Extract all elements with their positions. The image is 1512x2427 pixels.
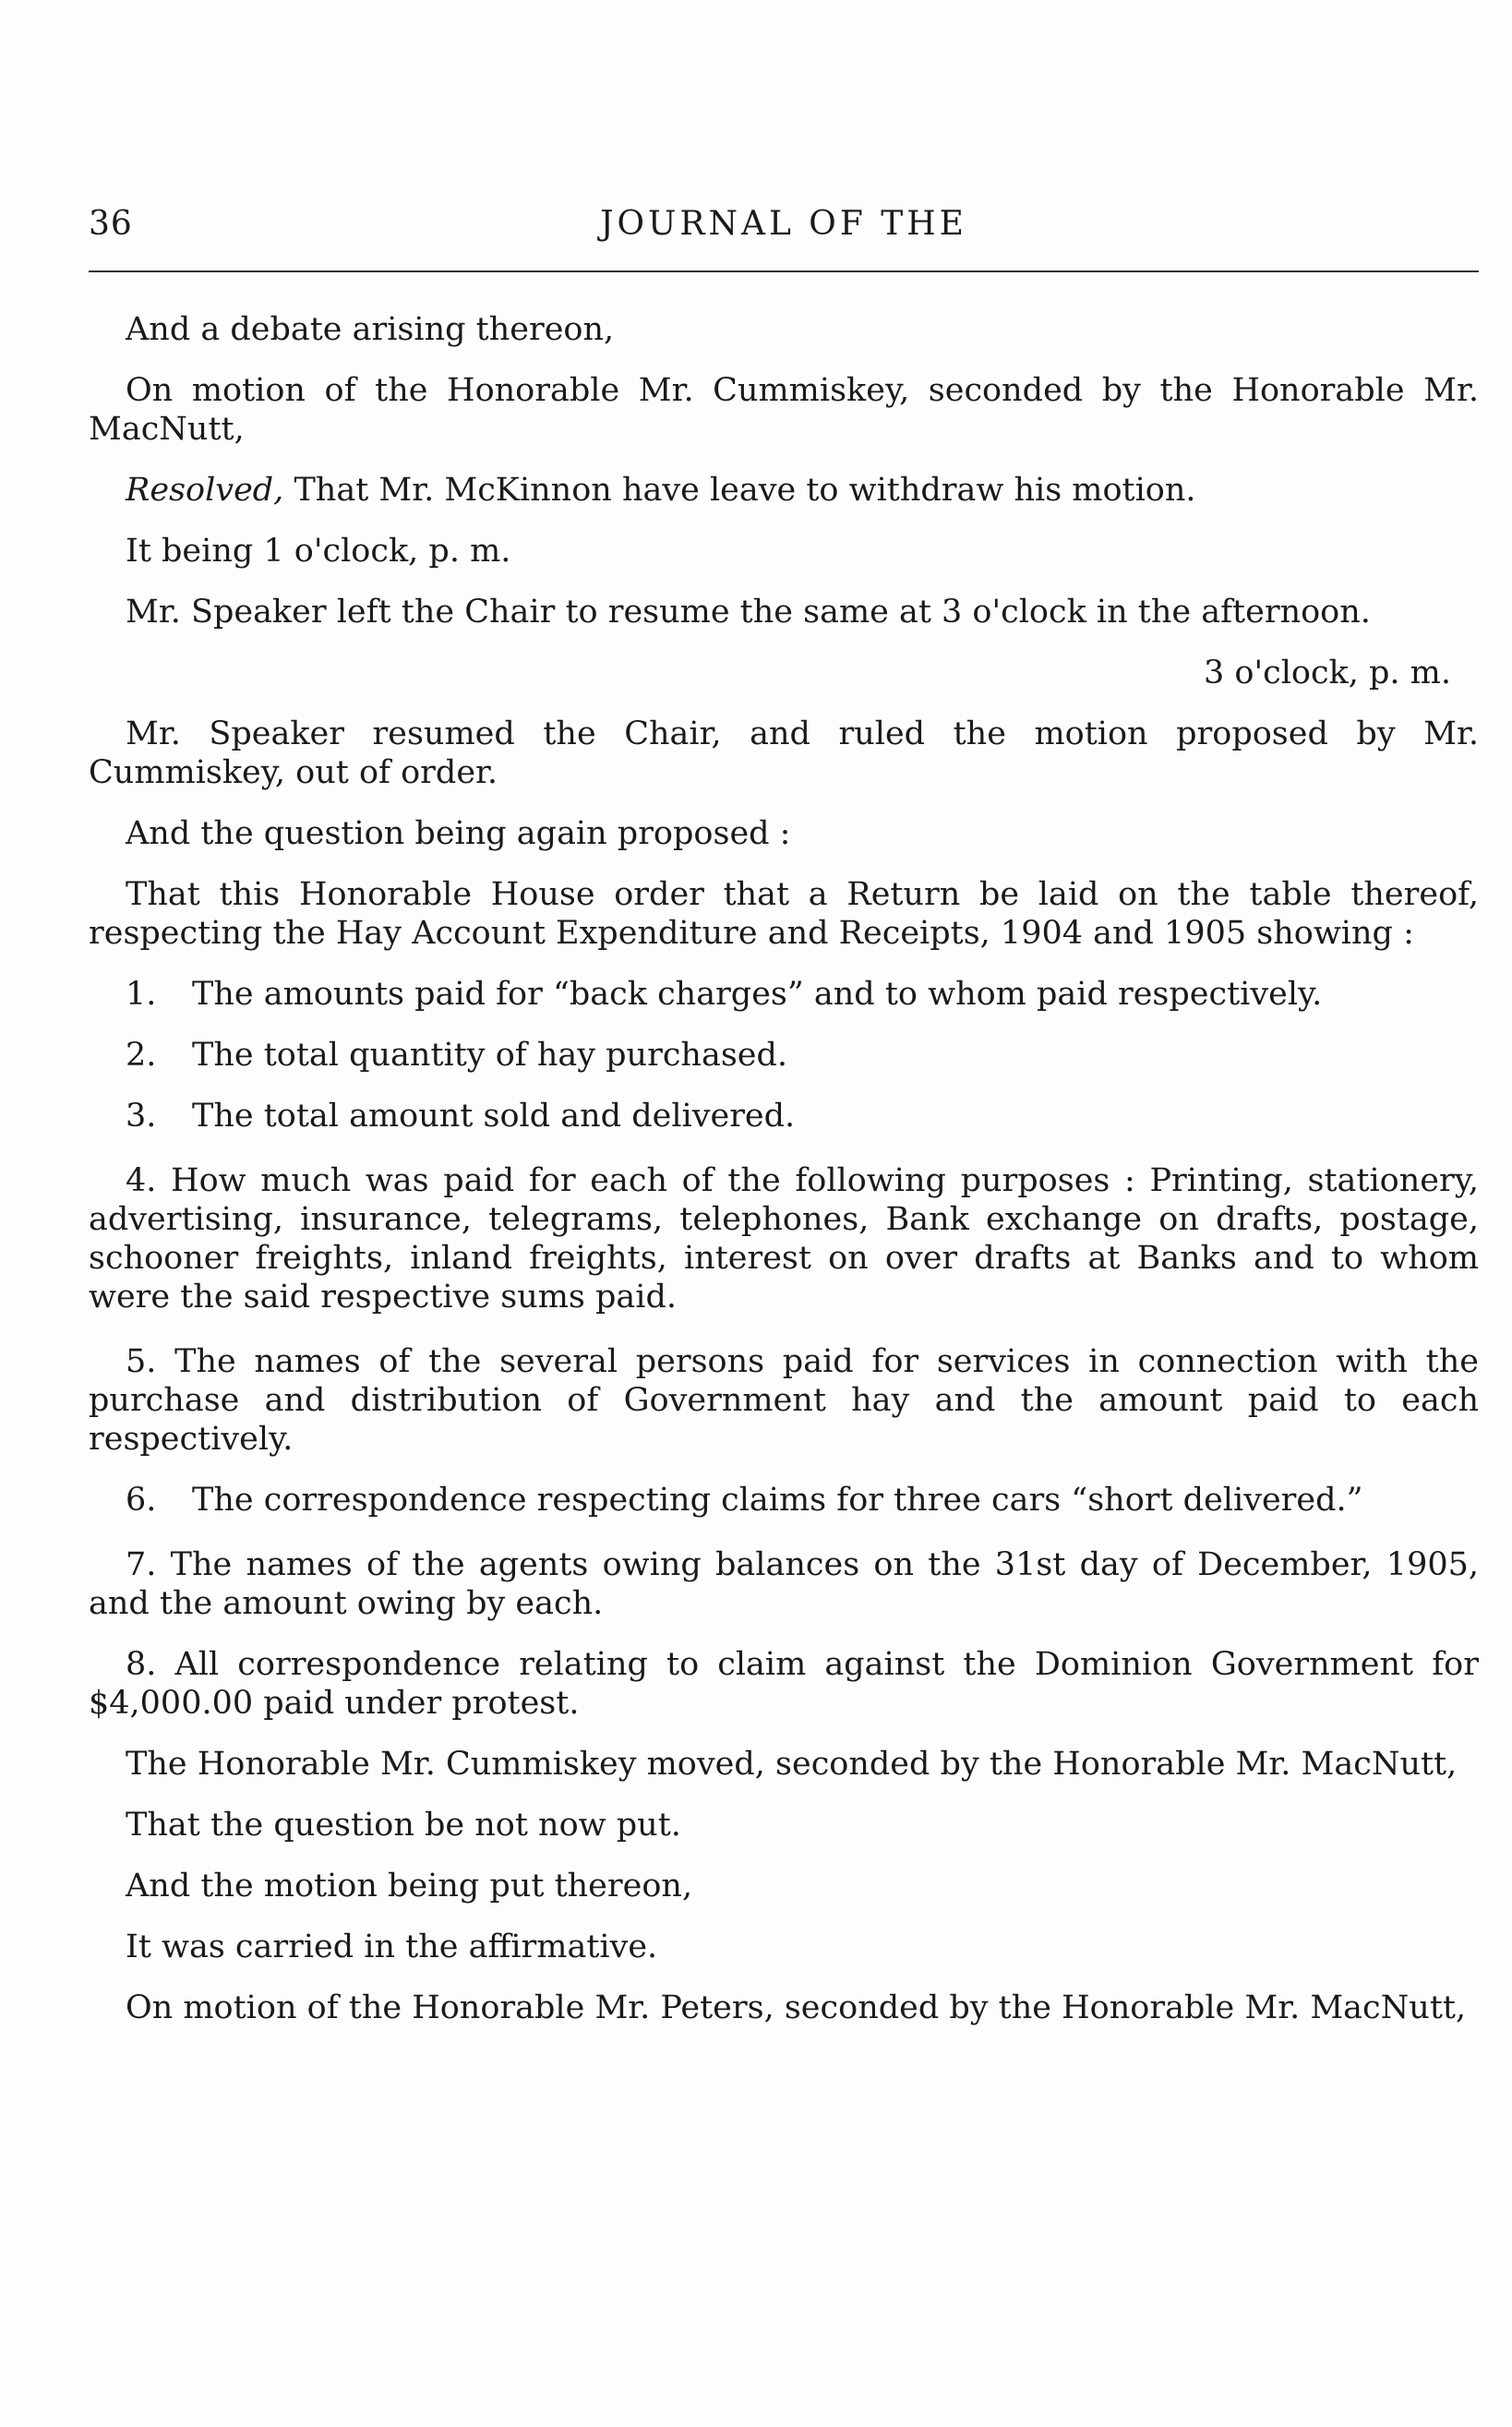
paragraph-motion-cummiskey: On motion of the Honorable Mr. Cummiskey, seconded by the Honorable Mr. MacNutt, [89,372,1479,448]
list-item: 5. The names of the several persons paid for services in connection with the purchase and distribution of Government hay and the amount paid to each respectively. [89,1343,1479,1458]
paragraph-speaker-left: Mr. Speaker left the Chair to resume the same at 3 o'clock in the afternoon. [126,594,1371,631]
list-item: 1. The amounts paid for “back charges” and to whom paid respectively. [126,976,1323,1013]
paragraph-speaker-resumed: Mr. Speaker resumed the Chair, and ruled the motion proposed by Mr. Cummiskey, out of order. [89,715,1479,791]
list-item: 6. The correspondence respecting claims for three cars “short delivered.” [126,1482,1363,1519]
resolved-label: Resolved, [126,472,284,509]
list-item: 2. The total quantity of hay purchased. [126,1037,788,1074]
paragraph-question-not-put: That the question be not now put. [126,1807,681,1844]
paragraph-question-proposed: And the question being again proposed : [126,815,791,852]
list-item: 3. The total amount sold and delivered. [126,1098,796,1135]
page-header [89,196,1479,251]
paragraph-motion-put: And the motion being put thereon, [126,1868,693,1904]
journal-body [89,310,1479,2027]
paragraph-one-oclock: It being 1 o'clock, p. m. [126,533,511,570]
paragraph-carried: It was carried in the affirmative. [126,1928,658,1965]
paragraph-return-order: That this Honorable House order that a Return be laid on the table thereof, respecting the Hay Account Expenditure and Receipts, 1904 and 1905 showing : [89,876,1479,952]
resolved-text: That Mr. McKinnon have leave to withdraw his motion. [283,472,1196,509]
paragraph-debate: And a debate arising thereon, [126,311,615,348]
header-rule [89,270,1479,272]
paragraph-motion-peters: On motion of the Honorable Mr. Peters, seconded by the Honorable Mr. MacNutt, [126,1989,1467,2026]
paragraph-resolved [89,471,1479,510]
list-item: 7. The names of the agents owing balances on the 31st day of December, 1905, and the amount owing by each. [89,1546,1479,1622]
list-item: 4. How much was paid for each of the following purposes : Printing, stationery, advertising, insurance, telegrams, telephones, Bank exchange on drafts, postage, schooner freights, inland freights, interest on over drafts at Banks and to whom were the said respective sums paid. [89,1162,1479,1316]
list-item: 8. All correspondence relating to claim against the Dominion Government for $4,000.00 paid under protest. [89,1646,1479,1722]
running-head: JOURNAL OF THE [600,205,967,243]
time-heading: 3 o'clock, p. m. [1204,655,1451,691]
page-number: 36 [89,205,133,243]
paragraph-cummiskey-moved: The Honorable Mr. Cummiskey moved, seconded by the Honorable Mr. MacNutt, [126,1746,1458,1783]
